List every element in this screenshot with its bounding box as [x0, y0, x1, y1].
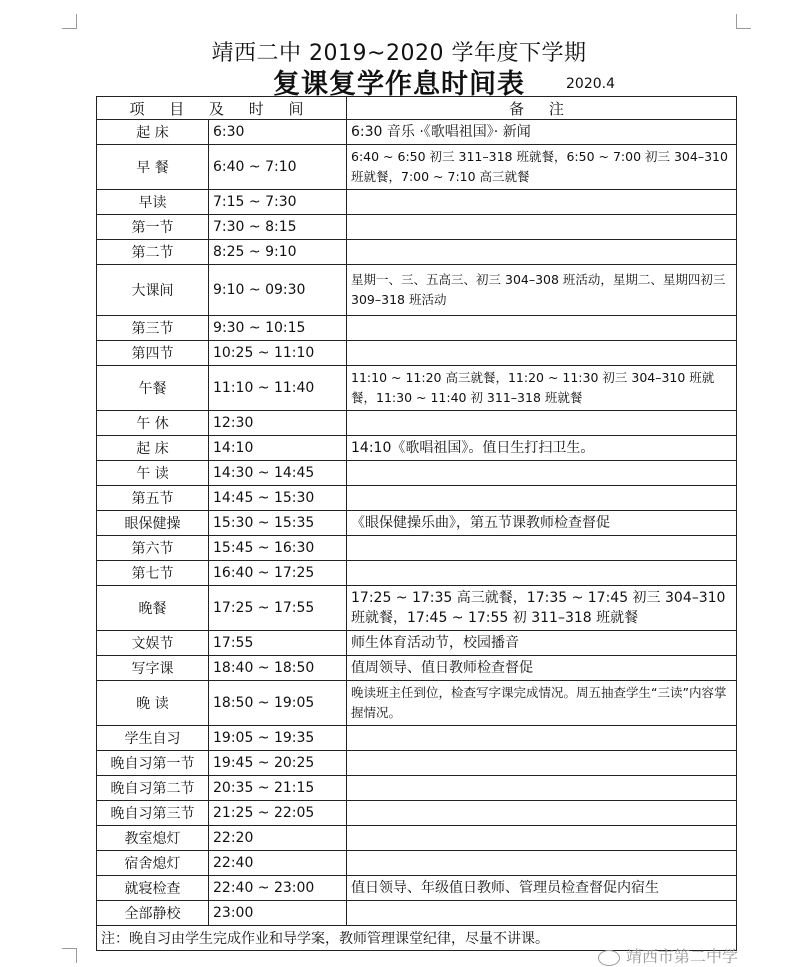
- row-note: [347, 726, 737, 751]
- row-item: 晚自习第三节: [97, 801, 209, 826]
- row-note: 11:10 ~ 11:20 高三就餐，11:20 ~ 11:30 初三 304–310 班就餐，11:30 ~ 11:40 初 311–318 班就餐: [347, 366, 737, 411]
- table-row: [97, 190, 737, 215]
- row-item: 第一节: [97, 215, 209, 240]
- schedule-table: [96, 96, 737, 951]
- table-row: [97, 656, 737, 681]
- row-note: [347, 776, 737, 801]
- row-note: [347, 190, 737, 215]
- row-item: 第七节: [97, 561, 209, 586]
- row-note: [347, 486, 737, 511]
- row-note: 晚读班主任到位，检查写字课完成情况。周五抽查学生“三读”内容掌握情况。: [347, 681, 737, 726]
- row-note: [347, 536, 737, 561]
- row-note: 值周领导、值日教师检查督促: [347, 656, 737, 681]
- row-time: 19:45 ~ 20:25: [209, 751, 347, 776]
- row-item: 大课间: [97, 265, 209, 316]
- row-note: 6:30 音乐 ·《歌唱祖国》· 新闻: [347, 120, 737, 145]
- row-item: 学生自习: [97, 726, 209, 751]
- row-time: 17:25 ~ 17:55: [209, 586, 347, 631]
- row-item: 起 床: [97, 436, 209, 461]
- row-note: 6:40 ~ 6:50 初三 311–318 班就餐，6:50 ~ 7:00 初三 304–310 班就餐，7:00 ~ 7:10 高三就餐: [347, 145, 737, 190]
- row-note: [347, 411, 737, 436]
- table-row: [97, 486, 737, 511]
- table-row: [97, 876, 737, 901]
- row-time: 8:25 ~ 9:10: [209, 240, 347, 265]
- row-time: 14:10: [209, 436, 347, 461]
- table-row: [97, 411, 737, 436]
- row-time: 7:30 ~ 8:15: [209, 215, 347, 240]
- table-row: [97, 265, 737, 316]
- document-title-line1: 靖西二中 2019~2020 学年度下学期: [211, 41, 587, 66]
- table-row: [97, 586, 737, 631]
- row-item: 就寝检查: [97, 876, 209, 901]
- row-item: 第三节: [97, 316, 209, 341]
- row-note: [347, 901, 737, 926]
- row-time: 9:10 ~ 09:30: [209, 265, 347, 316]
- row-note: 14:10《歌唱祖国》。值日生打扫卫生。: [347, 436, 737, 461]
- table-row: [97, 536, 737, 561]
- row-time: 10:25 ~ 11:10: [209, 341, 347, 366]
- row-note: [347, 826, 737, 851]
- table-row: [97, 776, 737, 801]
- wechat-icon: [598, 950, 620, 966]
- row-note: [347, 851, 737, 876]
- row-time: 15:45 ~ 16:30: [209, 536, 347, 561]
- row-item: 宿舍熄灯: [97, 851, 209, 876]
- table-row: [97, 681, 737, 726]
- table-row: [97, 561, 737, 586]
- table-row: [97, 851, 737, 876]
- row-time: 6:40 ~ 7:10: [209, 145, 347, 190]
- row-time: 17:55: [209, 631, 347, 656]
- row-item: 第五节: [97, 486, 209, 511]
- row-time: 22:20: [209, 826, 347, 851]
- row-item: 晚自习第二节: [97, 776, 209, 801]
- watermark: [598, 944, 738, 967]
- table-row: [97, 145, 737, 190]
- row-time: 23:00: [209, 901, 347, 926]
- row-time: 21:25 ~ 22:05: [209, 801, 347, 826]
- row-time: 15:30 ~ 15:35: [209, 511, 347, 536]
- row-note: [347, 341, 737, 366]
- row-time: 19:05 ~ 19:35: [209, 726, 347, 751]
- row-time: 14:30 ~ 14:45: [209, 461, 347, 486]
- row-item: 晚餐: [97, 586, 209, 631]
- table-row: [97, 120, 737, 145]
- table-row: [97, 436, 737, 461]
- table-row: [97, 341, 737, 366]
- row-time: 22:40 ~ 23:00: [209, 876, 347, 901]
- table-row: [97, 316, 737, 341]
- table-row: [97, 751, 737, 776]
- table-row: [97, 366, 737, 411]
- row-item: 第四节: [97, 341, 209, 366]
- row-note: [347, 461, 737, 486]
- watermark-text: 靖西市第二中学: [626, 947, 739, 966]
- table-row: [97, 215, 737, 240]
- table-header-row: [97, 97, 737, 120]
- table-row: [97, 511, 737, 536]
- row-note: [347, 801, 737, 826]
- crop-mark-top-left: [62, 14, 77, 29]
- row-item: 第二节: [97, 240, 209, 265]
- row-time: 18:50 ~ 19:05: [209, 681, 347, 726]
- table-row: [97, 726, 737, 751]
- row-note: 值日领导、年级值日教师、管理员检查督促内宿生: [347, 876, 737, 901]
- row-item: 全部静校: [97, 901, 209, 926]
- table-row: [97, 631, 737, 656]
- row-item: 午餐: [97, 366, 209, 411]
- row-item: 早 餐: [97, 145, 209, 190]
- row-time: 7:15 ~ 7:30: [209, 190, 347, 215]
- footnote: 注：晚自习由学生完成作业和导学案，教师管理课堂纪律，尽量不讲课。: [97, 926, 737, 951]
- crop-mark-bottom-left: [62, 948, 77, 963]
- row-time: 18:40 ~ 18:50: [209, 656, 347, 681]
- row-time: 16:40 ~ 17:25: [209, 561, 347, 586]
- row-time: 14:45 ~ 15:30: [209, 486, 347, 511]
- row-item: 文娱节: [97, 631, 209, 656]
- row-item: 午 读: [97, 461, 209, 486]
- header-item-time: 项 目 及 时 间: [97, 97, 347, 120]
- document-date: 2020.4: [566, 76, 615, 92]
- row-note: [347, 751, 737, 776]
- table-row: [97, 901, 737, 926]
- row-item: 眼保健操: [97, 511, 209, 536]
- row-note: 星期一、三、五高三、初三 304–308 班活动，星期二、星期四初三 309–318 班活动: [347, 265, 737, 316]
- row-time: 9:30 ~ 10:15: [209, 316, 347, 341]
- row-item: 起 床: [97, 120, 209, 145]
- table-row: [97, 461, 737, 486]
- row-note: 《眼保健操乐曲》，第五节课教师检查督促: [347, 511, 737, 536]
- table-row: [97, 240, 737, 265]
- table-row: [97, 826, 737, 851]
- row-item: 晚自习第一节: [97, 751, 209, 776]
- row-note: [347, 316, 737, 341]
- row-note: 17:25 ~ 17:35 高三就餐，17:35 ~ 17:45 初三 304–310 班就餐，17:45 ~ 17:55 初 311–318 班就餐: [347, 586, 737, 631]
- row-note: [347, 240, 737, 265]
- row-time: 6:30: [209, 120, 347, 145]
- row-item: 晚 读: [97, 681, 209, 726]
- row-item: 教室熄灯: [97, 826, 209, 851]
- row-item: 早读: [97, 190, 209, 215]
- row-item: 第六节: [97, 536, 209, 561]
- row-time: 20:35 ~ 21:15: [209, 776, 347, 801]
- row-note: [347, 215, 737, 240]
- row-item: 午 休: [97, 411, 209, 436]
- crop-mark-top-right: [736, 14, 751, 29]
- row-time: 11:10 ~ 11:40: [209, 366, 347, 411]
- row-item: 写字课: [97, 656, 209, 681]
- row-time: 12:30: [209, 411, 347, 436]
- table-row: [97, 801, 737, 826]
- row-note: 师生体育活动节，校园播音: [347, 631, 737, 656]
- row-note: [347, 561, 737, 586]
- document-title-line2: 复课复学作息时间表: [273, 69, 525, 100]
- row-time: 22:40: [209, 851, 347, 876]
- header-notes: 备 注: [347, 97, 737, 120]
